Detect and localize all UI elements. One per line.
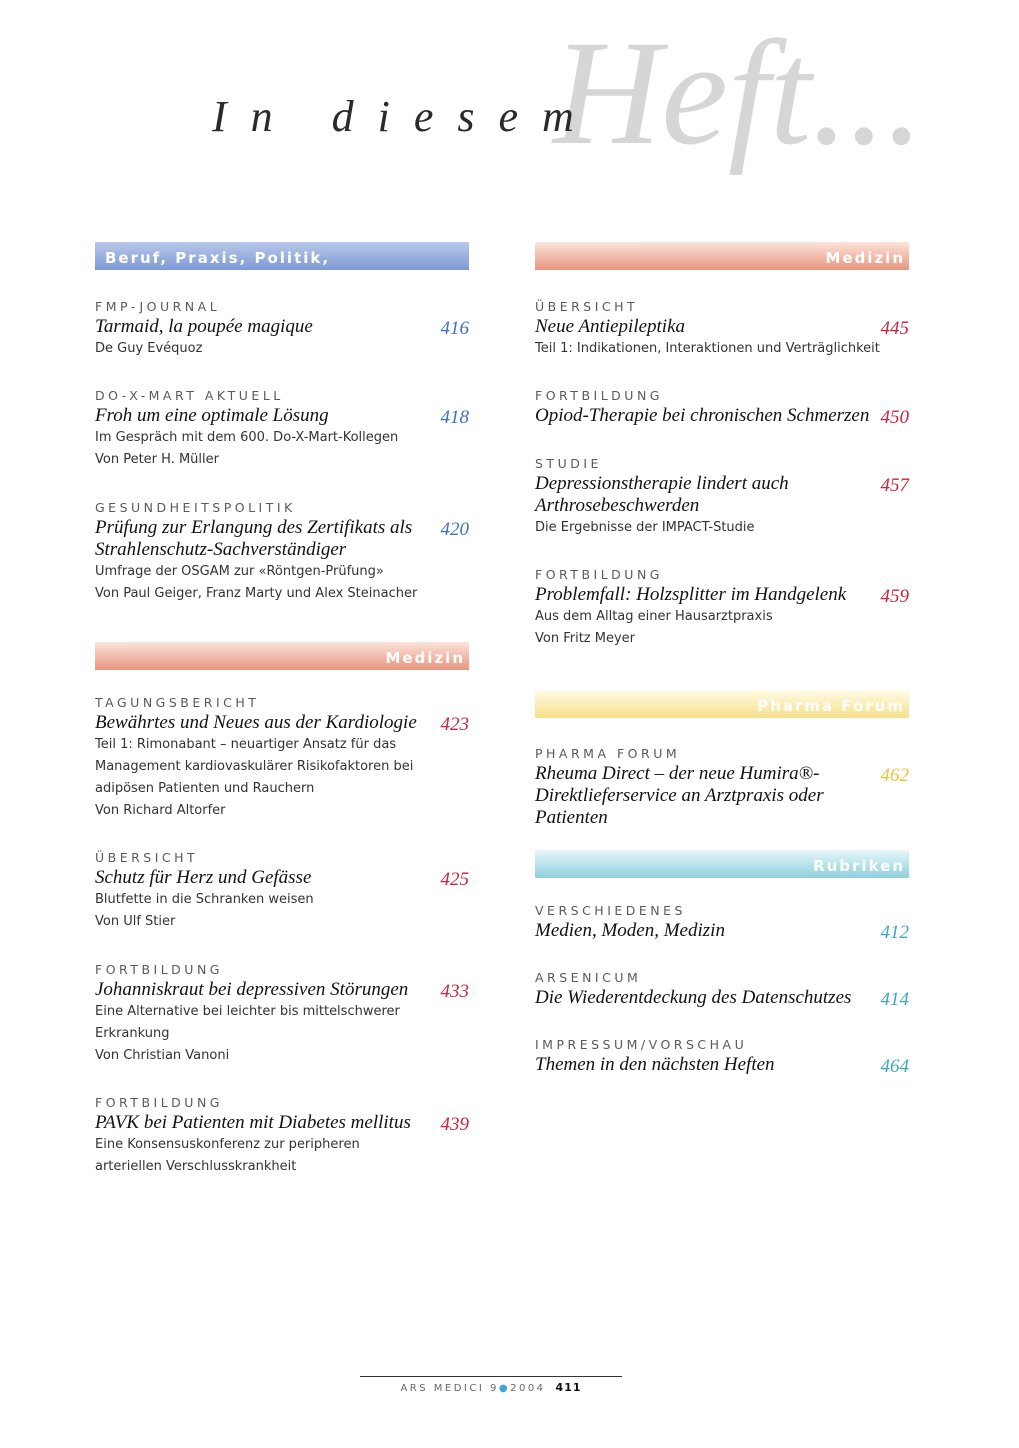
entry-title: Tarmaid, la poupée magique [95, 316, 313, 337]
entry-title: Schutz für Herz und Gefässe [95, 867, 312, 888]
entry-category: IMPRESSUM/VORSCHAU [535, 1037, 748, 1052]
entry-author: Von Christian Vanoni [95, 1048, 230, 1063]
entry-category: FORTBILDUNG [535, 388, 663, 403]
entry-page-number: 420 [440, 519, 469, 540]
toc-entry[interactable] [535, 455, 909, 539]
toc-entry[interactable] [95, 961, 469, 1067]
entry-category: FORTBILDUNG [95, 1095, 223, 1110]
entry-subline: Eine Alternative bei leichter bis mittelschwerer Erkrankung [95, 1004, 400, 1041]
entry-author: Von Richard Altorfer [95, 803, 226, 818]
entry-page-number: 433 [440, 981, 469, 1002]
header-title-big: Heft... [553, 10, 924, 176]
entry-title: Themen in den nächsten Heften [535, 1054, 775, 1075]
entry-title: Depressionstherapie lindert auch Arthrosebeschwerden [535, 473, 789, 516]
toc-entry[interactable] [95, 1094, 469, 1178]
toc-entry[interactable] [535, 566, 909, 650]
toc-entry[interactable] [535, 387, 909, 427]
entry-category: ÜBERSICHT [535, 299, 639, 314]
entry-title: Problemfall: Holzsplitter im Handgelenk [535, 584, 847, 605]
section-bar-rubriken: Rubriken [535, 850, 909, 878]
toc-entry[interactable] [535, 745, 909, 829]
entry-subline: Umfrage der OSGAM zur «Röntgen-Prüfung» [95, 564, 384, 579]
entry-title: Rheuma Direct – der neue Humira®-Direktlieferservice an Arztpraxis oder Patienten [535, 763, 824, 828]
entry-category: FORTBILDUNG [95, 962, 223, 977]
entry-page-number: 425 [440, 869, 469, 890]
entry-page-number: 423 [440, 714, 469, 735]
toc-entry[interactable] [535, 902, 909, 942]
entry-author: Von Peter H. Müller [95, 452, 219, 467]
entry-title: Medien, Moden, Medizin [535, 920, 725, 941]
entry-page-number: 450 [880, 407, 909, 428]
toc-entry[interactable] [95, 694, 469, 822]
entry-category: TAGUNGSBERICHT [95, 695, 260, 710]
page-header [0, 0, 1019, 200]
entry-category: GESUNDHEITSPOLITIK [95, 500, 296, 515]
toc-entry[interactable] [535, 298, 909, 360]
entry-page-number: 414 [880, 989, 909, 1010]
entry-title: Opiod-Therapie bei chronischen Schmerzen [535, 405, 870, 426]
entry-title: Johanniskraut bei depressiven Störungen [95, 979, 409, 1000]
footer-text [360, 1381, 622, 1394]
toc-entry[interactable] [95, 499, 469, 605]
entry-page-number: 418 [440, 407, 469, 428]
entry-category: ÜBERSICHT [95, 850, 199, 865]
section-bar-beruf: Beruf, Praxis, Politik, Gesellschaft [95, 242, 469, 270]
entry-category: FORTBILDUNG [535, 567, 663, 582]
entry-category: FMP-JOURNAL [95, 299, 221, 314]
entry-category: DO-X-MART AKTUELL [95, 388, 284, 403]
toc-entry[interactable] [95, 298, 469, 360]
entry-category: PHARMA FORUM [535, 746, 681, 761]
entry-page-number: 445 [880, 318, 909, 339]
toc-entry[interactable] [535, 969, 909, 1009]
toc-entry[interactable] [535, 1036, 909, 1076]
footer-dot-icon: ● [498, 1383, 511, 1394]
footer-page-number: 411 [555, 1381, 582, 1394]
entry-title: Froh um eine optimale Lösung [95, 405, 329, 426]
page-footer [360, 1376, 622, 1394]
entry-category: STUDIE [535, 456, 602, 471]
entry-title: Neue Antiepileptika [535, 316, 686, 337]
entry-category: ARSENICUM [535, 970, 642, 985]
entry-page-number: 439 [440, 1114, 469, 1135]
entry-subline: De Guy Evéquoz [95, 341, 203, 356]
entry-page-number: 412 [880, 922, 909, 943]
header-title-small: In diesem [212, 92, 598, 141]
toc-entry[interactable] [95, 387, 469, 471]
entry-page-number: 457 [880, 475, 909, 496]
entry-subline: Im Gespräch mit dem 600. Do-X-Mart-Kollegen [95, 430, 399, 445]
entry-subline: Aus dem Alltag einer Hausarztpraxis [535, 609, 773, 624]
section-bar-medizin-right: Medizin [535, 242, 909, 270]
footer-year: 2004 [510, 1383, 546, 1394]
entry-subline: Teil 1: Rimonabant – neuartiger Ansatz für das Management kardiovaskulärer Risikofaktoren bei adipösen Patienten und Rauchern [95, 737, 414, 796]
entry-subline: Teil 1: Indikationen, Interaktionen und Verträglichkeit [535, 341, 880, 356]
entry-title: Prüfung zur Erlangung des Zertifikats als Strahlenschutz-Sachverständiger [95, 517, 413, 560]
entry-page-number: 416 [440, 318, 469, 339]
entry-subline: Eine Konsensuskonferenz zur peripheren arteriellen Verschlusskrankheit [95, 1137, 360, 1174]
entry-subline: Die Ergebnisse der IMPACT-Studie [535, 520, 755, 535]
entry-page-number: 459 [880, 586, 909, 607]
toc-entry[interactable] [95, 849, 469, 933]
entry-title: PAVK bei Patienten mit Diabetes mellitus [95, 1112, 411, 1133]
entry-category: VERSCHIEDENES [535, 903, 686, 918]
footer-journal: ARS MEDICI 9 [400, 1383, 499, 1394]
entry-title: Bewährtes und Neues aus der Kardiologie [95, 712, 417, 733]
entry-page-number: 464 [880, 1056, 909, 1077]
entry-title: Die Wiederentdeckung des Datenschutzes [535, 987, 852, 1008]
section-bar-medizin-left: Medizin [95, 642, 469, 670]
entry-subline: Blutfette in die Schranken weisen [95, 892, 314, 907]
entry-page-number: 462 [880, 765, 909, 786]
entry-author: Von Fritz Meyer [535, 631, 636, 646]
entry-author: Von Ulf Stier [95, 914, 176, 929]
footer-rule [360, 1376, 622, 1377]
section-bar-pharma-forum: Pharma Forum [535, 690, 909, 718]
entry-author: Von Paul Geiger, Franz Marty und Alex Steinacher [95, 586, 418, 601]
